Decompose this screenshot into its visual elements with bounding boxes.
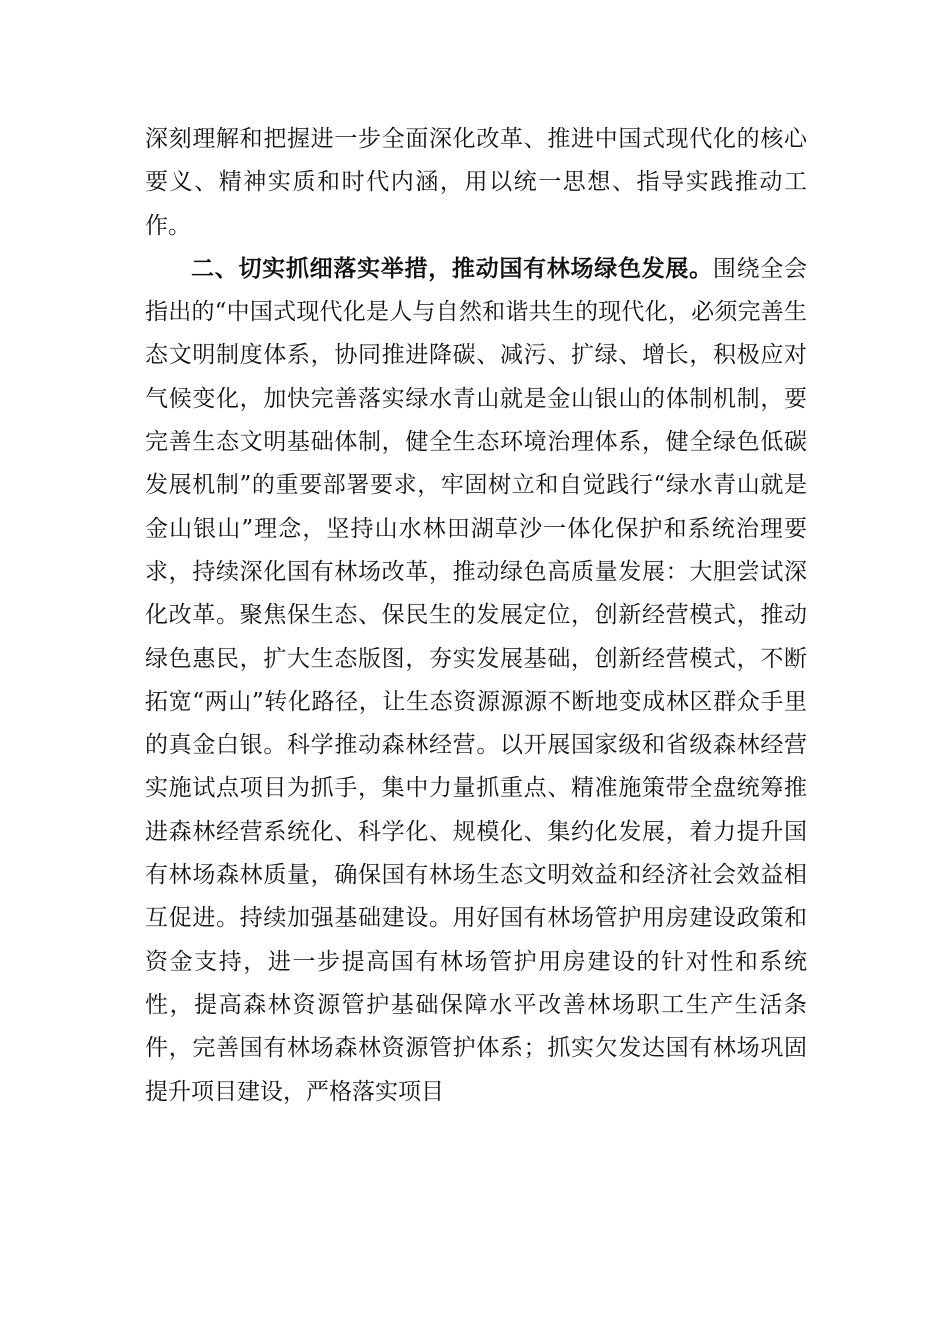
section-heading: 二、切实抓细落实举措，推动国有林场绿色发展。 [191,255,713,282]
section-body-text: 围绕全会指出的“中国式现代化是人与自然和谐共生的现代化，必须完善生态文明制度体系，协同推进降碳、减污、扩绿、增长，积极应对气候变化，加快完善落实绿水青山就是金山银山的体制机制，要完善生态文明基础体制，健全生态环境治理体系，健全绿色低碳发展机制”的重要部署要求，牢固树立和自觉践行“绿水青山就是金山银山”理念，坚持山水林田湖草沙一体化保护和系统治理要求，持续深化国有林场改革，推动绿色高质量发展：大胆尝试深化改革。聚焦保生态、保民生的发展定位，创新经营模式，推动绿色惠民，扩大生态版图，夯实发展基础，创新经营模式，不断拓宽“两山”转化路径，让生态资源源源不断地变成林区群众手里的真金白银。科学推动森林经营。以开展国家级和省级森林经营实施试点项目为抓手，集中力量抓重点、精准施策带全盘统筹推进森林经营系统化、科学化、规模化、集约化发展，着力提升国有林场森林质量，确保国有林场生态文明效益和经济社会效益相互促进。持续加强基础建设。用好国有林场管护用房建设政策和资金支持，进一步提高国有林场管护用房建设的针对性和系统性，提高森林资源管护基础保障水平改善林场职工生产生活条件，完善国有林场森林资源管护体系；抓实欠发达国有林场巩固提升项目建设，严格落实项目 [145,255,808,1105]
paragraph-continuation: 深刻理解和把握进一步全面深化改革、推进中国式现代化的核心要义、精神实质和时代内涵，用以统一思想、指导实践推动工作。 [145,126,807,239]
paragraph-section-two [145,248,807,1114]
document-body [145,118,807,1114]
